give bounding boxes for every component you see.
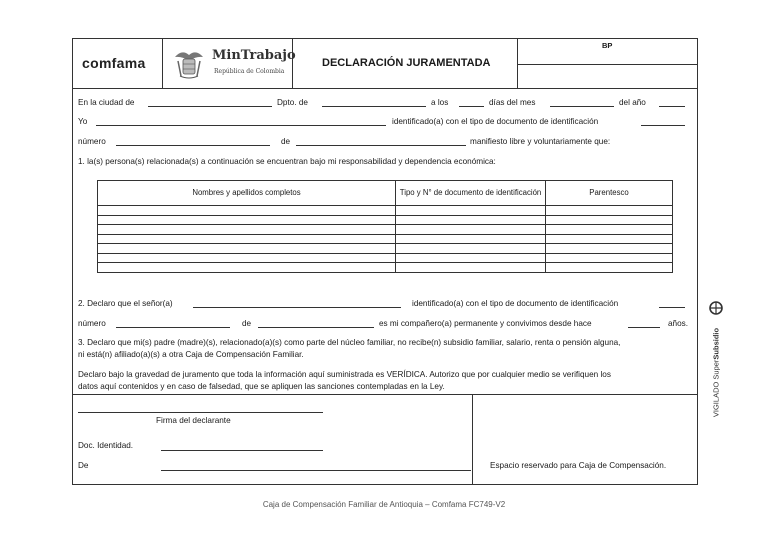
doc-identity-label: Doc. Identidad.	[78, 441, 134, 450]
signature-divider	[72, 394, 472, 395]
years-label: años.	[668, 319, 689, 328]
column-header-names: Nombres y apellidos completos	[98, 181, 396, 206]
table-cell[interactable]	[546, 263, 673, 273]
yo-label: Yo	[78, 117, 88, 126]
table-cell[interactable]	[98, 215, 396, 225]
id-type-label: identificado(a) con el tipo de documento de identificación	[392, 117, 599, 126]
section-3-line-1: 3. Declaro que mi(s) padre (madre)(s), relacionado(a)(s) como parte del núcleo familiar, no recibe(n) subsidio familiar, salario, renta o pensión alguna,	[78, 338, 621, 347]
table-cell[interactable]	[546, 244, 673, 254]
partner-id-issued-field[interactable]	[258, 327, 374, 328]
vigilado-mark	[706, 300, 726, 430]
document-title: DECLARACIÓN JURAMENTADA	[322, 57, 491, 69]
partner-id-type-field[interactable]	[659, 307, 685, 308]
table-cell[interactable]	[98, 244, 396, 254]
month-field[interactable]	[550, 106, 614, 107]
id-type-field[interactable]	[641, 125, 685, 126]
table-cell[interactable]	[98, 206, 396, 216]
oath-line-1: Declaro bajo la gravedad de juramento que toda la información aquí suministrada es VERÍDICA. Autorizo que por cualquier medio se verifiquen los	[78, 370, 611, 379]
partner-name-field[interactable]	[193, 307, 401, 308]
statement-text: manifiesto libre y voluntariamente que:	[470, 137, 611, 146]
table-row	[98, 244, 673, 254]
bp-label: BP	[602, 41, 613, 50]
days-label: a los	[431, 98, 449, 107]
table-row	[98, 206, 673, 216]
dept-label: Dpto. de	[277, 98, 308, 107]
signature-from-field[interactable]	[161, 470, 471, 471]
table-cell[interactable]	[98, 263, 396, 273]
year-label: del año	[619, 98, 646, 107]
table-row	[98, 253, 673, 263]
id-issued-field[interactable]	[296, 145, 466, 146]
table-cell[interactable]	[396, 234, 546, 244]
table-cell[interactable]	[546, 215, 673, 225]
table-cell[interactable]	[98, 253, 396, 263]
vigilado-text	[712, 315, 721, 431]
reserved-label: Espacio reservado para Caja de Compensación.	[490, 461, 667, 470]
table-cell[interactable]	[98, 234, 396, 244]
table-cell[interactable]	[396, 253, 546, 263]
section-3-line-2: ni está(n) afiliado(a)(s) a otra Caja de Compensación Familiar.	[78, 350, 304, 359]
header-divider	[162, 38, 163, 88]
ministry-name: MinTrabajo	[212, 48, 296, 63]
partner-id-label: identificado(a) con el tipo de documento de identificación	[412, 299, 619, 308]
coat-of-arms-icon	[172, 47, 206, 81]
table-row	[98, 234, 673, 244]
table-cell[interactable]	[396, 225, 546, 235]
partner-id-number-field[interactable]	[116, 327, 230, 328]
partner-statement: es mi compañero(a) permanente y convivimos desde hace	[379, 319, 592, 328]
partner-from-label: de	[242, 319, 252, 328]
dependents-table	[97, 180, 673, 273]
declarant-name-field[interactable]	[96, 125, 386, 126]
header-divider	[72, 88, 698, 89]
year-field[interactable]	[659, 106, 685, 107]
header-divider	[292, 38, 293, 88]
table-cell[interactable]	[396, 244, 546, 254]
cohabitation-years-field[interactable]	[628, 327, 660, 328]
city-label: En la ciudad de	[78, 98, 135, 107]
table-row	[98, 263, 673, 273]
table-cell[interactable]	[396, 263, 546, 273]
table-cell[interactable]	[396, 206, 546, 216]
days-field[interactable]	[459, 106, 484, 107]
signature-label: Firma del declarante	[156, 416, 231, 425]
column-header-document: Tipo y N° de documento de identificación	[396, 181, 546, 206]
table-cell[interactable]	[546, 234, 673, 244]
reserved-box	[472, 394, 698, 485]
id-number-field[interactable]	[116, 145, 270, 146]
signature-line[interactable]	[78, 412, 323, 413]
bp-code-field[interactable]	[519, 66, 696, 86]
vigilado-text-c: Subsidio	[711, 327, 721, 360]
section-2-text: 2. Declaro que el señor(a)	[78, 299, 173, 308]
section-1-text: 1. la(s) persona(s) relacionada(s) a continuación se encuentran bajo mi responsabilidad y dependencia económica:	[78, 157, 496, 166]
oath-line-2: datos aquí contenidos y en caso de falsedad, que se apliquen las sanciones contempladas en la Ley.	[78, 382, 445, 391]
month-label: días del mes	[489, 98, 536, 107]
doc-identity-field[interactable]	[161, 450, 323, 451]
footer-text: Caja de Compensación Familiar de Antioquia – Comfama FC749-V2	[262, 500, 506, 509]
ministry-subtitle: República de Colombia	[214, 68, 285, 75]
table-row	[98, 225, 673, 235]
signature-from-label: De	[78, 461, 89, 470]
comfama-logo: comfama	[82, 55, 146, 71]
bp-field[interactable]	[519, 52, 696, 63]
table-cell[interactable]	[396, 215, 546, 225]
from-label: de	[281, 137, 291, 146]
vigilado-text-a: VIGILADO	[711, 379, 721, 418]
table-cell[interactable]	[546, 253, 673, 263]
table-cell[interactable]	[546, 206, 673, 216]
header-divider	[517, 38, 518, 88]
table-cell[interactable]	[546, 225, 673, 235]
table-row	[98, 215, 673, 225]
city-field[interactable]	[148, 106, 272, 107]
column-header-relationship: Parentesco	[546, 181, 673, 206]
partner-number-label: número	[78, 319, 106, 328]
table-cell[interactable]	[98, 225, 396, 235]
vigilado-text-b: Super	[711, 359, 721, 380]
dept-field[interactable]	[322, 106, 426, 107]
number-label: número	[78, 137, 106, 146]
header-divider	[517, 64, 698, 65]
